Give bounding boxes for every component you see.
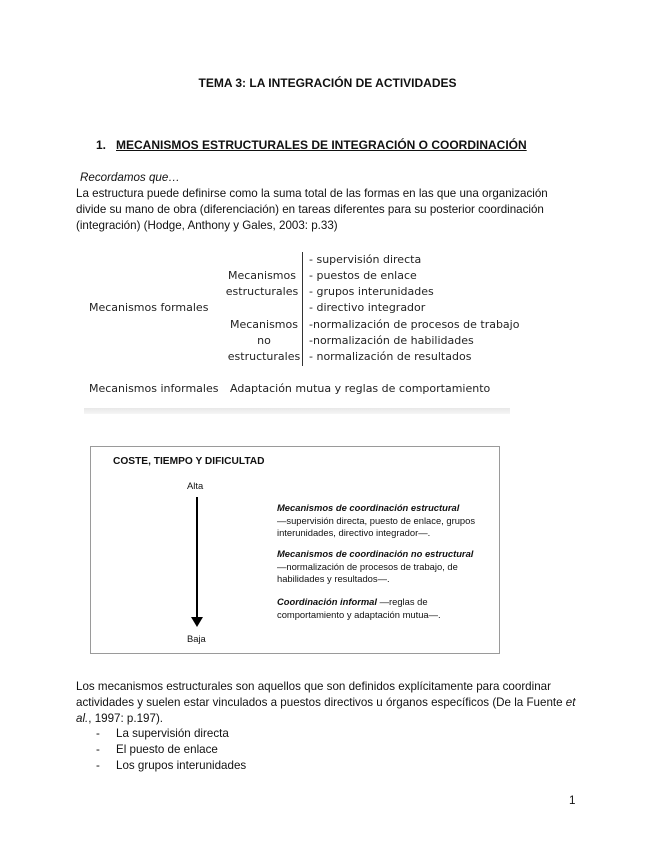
coordination-block-informal	[277, 596, 497, 621]
figure-shadow	[84, 408, 510, 414]
informales-label: Mecanismos informales	[89, 382, 219, 395]
mechanisms-figure	[84, 248, 520, 414]
page-number: 1	[569, 794, 576, 807]
block-text: —reglas de comportamiento y adaptación mutua—.	[277, 596, 441, 620]
estructurales-label-2: estructurales	[225, 285, 299, 298]
intro-text: La estructura puede definirse como la suma total de las formas en las que una organización divide su mano de obra (diferenciación) en tareas diferentes para su posterior coordinación (integración) (Hodge, Anthony y Gales, 2003: p.33)	[76, 187, 548, 232]
block-text: —supervisión directa, puesto de enlace, grupos interunidades, directivo integrador—.	[277, 514, 476, 538]
coordination-block-non-structural	[277, 548, 497, 586]
estructurales-item: - grupos interunidades	[309, 285, 434, 298]
list-dash: -	[96, 743, 100, 756]
list-item-text: La supervisión directa	[116, 727, 229, 740]
baja-label: Baja	[187, 633, 206, 644]
list-item-text: El puesto de enlace	[116, 743, 218, 756]
no-estructurales-item: -normalización de habilidades	[309, 334, 474, 347]
no-estructurales-label-2: no	[257, 334, 271, 347]
list-item-text: Los grupos interunidades	[116, 759, 247, 772]
estructurales-item: - directivo integrador	[309, 301, 426, 314]
section-number: 1.	[96, 138, 107, 152]
no-estructurales-item: - normalización de resultados	[309, 350, 472, 363]
section-heading	[96, 138, 527, 152]
alta-label: Alta	[187, 480, 204, 491]
intro-paragraph	[76, 170, 581, 234]
block-title: Mecanismos de coordinación no estructural	[277, 548, 474, 559]
paragraph-text-end: , 1997: p.197).	[88, 712, 164, 725]
estructurales-divider	[302, 252, 303, 322]
down-arrow-icon	[196, 497, 198, 621]
cost-figure-heading: COSTE, TIEMPO Y DIFICULTAD	[113, 456, 265, 467]
formales-label: Mecanismos formales	[89, 301, 209, 314]
block-title: Mecanismos de coordinación estructural	[277, 502, 460, 513]
estructurales-item: - puestos de enlace	[309, 269, 417, 282]
mechanisms-list	[92, 726, 246, 774]
section-heading-text: MECANISMOS ESTRUCTURALES DE INTEGRACIÓN O COORDINACIÓN	[116, 138, 527, 152]
block-text: —normalización de procesos de trabajo, de habilidades y resultados—.	[277, 560, 458, 584]
no-estructurales-label-1: Mecanismos	[230, 318, 298, 331]
list-dash: -	[96, 727, 100, 740]
estructurales-label-1: Mecanismos	[228, 269, 296, 282]
list-item	[92, 726, 246, 742]
paragraph-text: Los mecanismos estructurales son aquellos que son definidos explícitamente para coordinar actividades y suelen estar vinculados a puestos directivos u órganos específicos (De la Fuente	[76, 680, 566, 709]
document-title: TEMA 3: LA INTEGRACIÓN DE ACTIVIDADES	[198, 76, 457, 90]
list-dash: -	[96, 759, 100, 772]
no-estructurales-item: -normalización de procesos de trabajo	[309, 318, 520, 331]
block-title: Coordinación informal	[277, 596, 378, 607]
paragraph-italic: et al.	[76, 696, 576, 725]
estructurales-item: - supervisión directa	[309, 253, 422, 266]
structural-paragraph	[76, 679, 586, 727]
arrowhead-icon	[191, 617, 203, 627]
cost-figure	[90, 446, 500, 654]
list-item	[92, 742, 246, 758]
coordination-block-structural	[277, 502, 497, 540]
intro-lead: Recordamos que…	[80, 171, 180, 184]
no-estructurales-label-3: estructurales	[227, 350, 301, 363]
list-item	[92, 758, 246, 774]
informales-value: Adaptación mutua y reglas de comportamiento	[230, 382, 491, 395]
